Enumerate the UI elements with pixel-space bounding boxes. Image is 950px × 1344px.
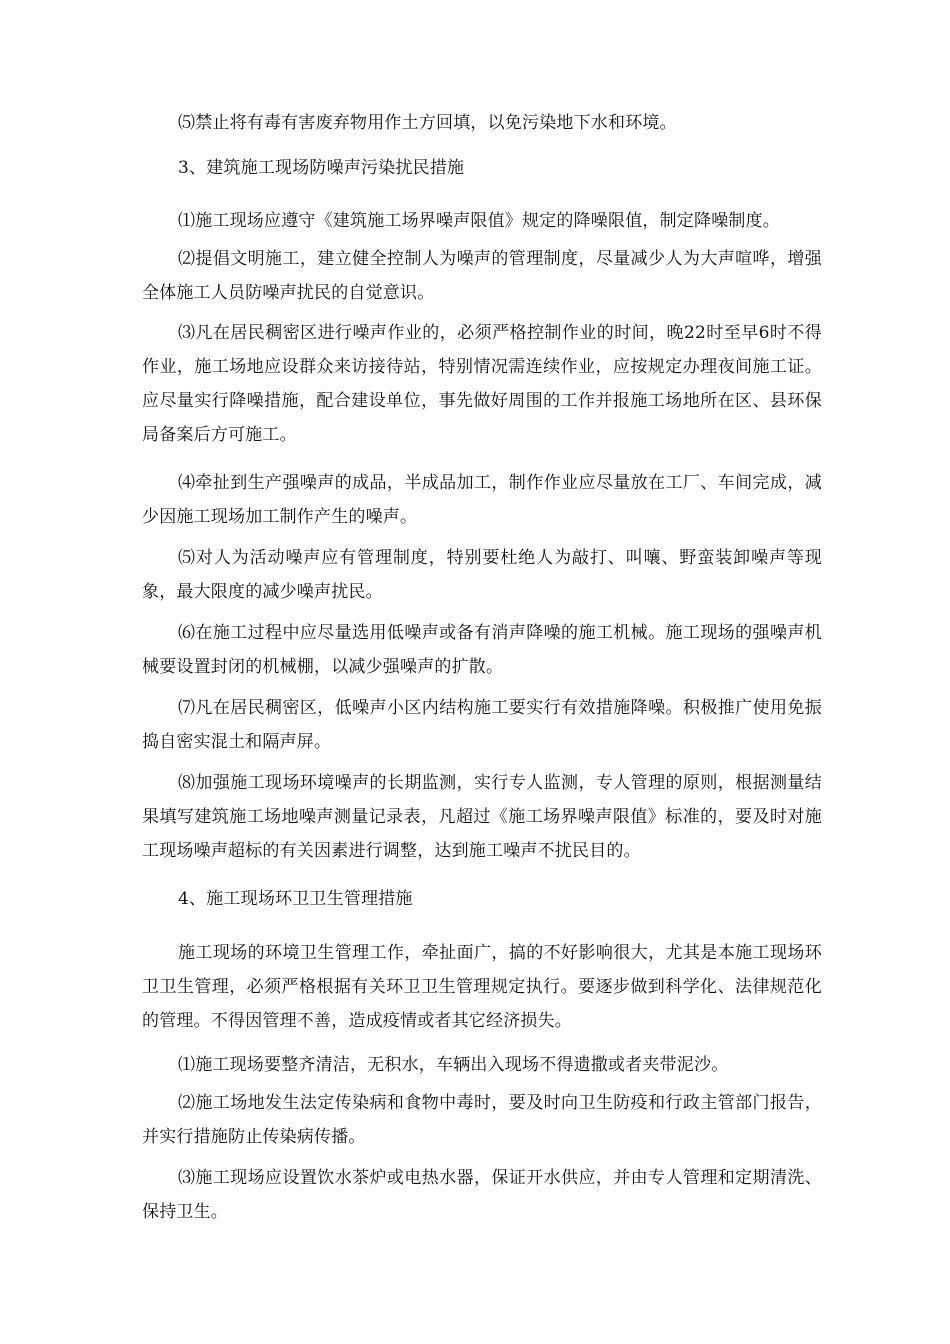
section-heading-noise: 3、建筑施工现场防噪声污染扰民措施: [178, 158, 465, 178]
section-heading-sanitation: 4、施工现场环卫卫生管理措施: [178, 889, 413, 909]
sanitation-item-3: ⑶施工现场应设置饮水茶炉或电热水器，保证开水供应，并由专人管理和定期清洗、保持卫生。: [142, 1168, 822, 1222]
sanitation-item-1: ⑴施工现场要整齐清洁，无积水，车辆出入现场不得遗撒或者夹带泥沙。: [178, 1055, 729, 1075]
noise-item-1: ⑴施工现场应遵守《建筑施工场界噪声限值》规定的降噪限值，制定降噪制度。: [178, 211, 780, 231]
noise-item-3: ⑶凡在居民稠密区进行噪声作业的，必须严格控制作业的时间，晚22时至早6时不得作业，施工场地应设群众来访接待站，特别情况需连续作业，应按规定办理夜间施工证。应尽量实行降噪措施，配合建设单位，事先做好周围的工作并报施工场地所在区、县环保局备案后方可施工。: [142, 323, 822, 445]
noise-item-6: ⑹在施工过程中应尽量选用低噪声或备有消声降噪的施工机械。施工现场的强噪声机械要设置封闭的机械棚，以减少强噪声的扩散。: [142, 623, 822, 677]
noise-item-4: ⑷牵扯到生产强噪声的成品，半成品加工，制作作业应尽量放在工厂、车间完成，减少因施工现场加工制作产生的噪声。: [142, 473, 822, 527]
noise-item-5: ⑸对人为活动噪声应有管理制度，特别要杜绝人为敲打、叫嚷、野蛮装卸噪声等现象，最大限度的减少噪声扰民。: [142, 548, 822, 602]
noise-item-8: ⑻加强施工现场环境噪声的长期监测，实行专人监测，专人管理的原则，根据测量结果填写建筑施工场地噪声测量记录表，凡超过《施工场界噪声限值》标准的，要及时对施工现场噪声超标的有关因素进行调整，达到施工噪声不扰民目的。: [142, 773, 822, 861]
paragraph-item-5-waste: ⑸禁止将有毒有害废弃物用作土方回填，以免污染地下水和环境。: [178, 113, 677, 133]
noise-item-7: ⑺凡在居民稠密区，低噪声小区内结构施工要实行有效措施降噪。积极推广使用免振捣自密实混土和隔声屏。: [142, 698, 822, 752]
sanitation-intro: 施工现场的环境卫生管理工作，牵扯面广，搞的不好影响很大，尤其是本施工现场环卫卫生管理，必须严格根据有关环卫卫生管理规定执行。要逐步做到科学化、法律规范化的管理。不得因管理不善，造成疫情或者其它经济损失。: [142, 943, 822, 1031]
sanitation-item-2: ⑵施工场地发生法定传染病和食物中毒时，要及时向卫生防疫和行政主管部门报告，并实行措施防止传染病传播。: [142, 1093, 822, 1147]
noise-item-2: ⑵提倡文明施工，建立健全控制人为噪声的管理制度，尽量减少人为大声喧哗，增强全体施工人员防噪声扰民的自觉意识。: [142, 249, 822, 303]
